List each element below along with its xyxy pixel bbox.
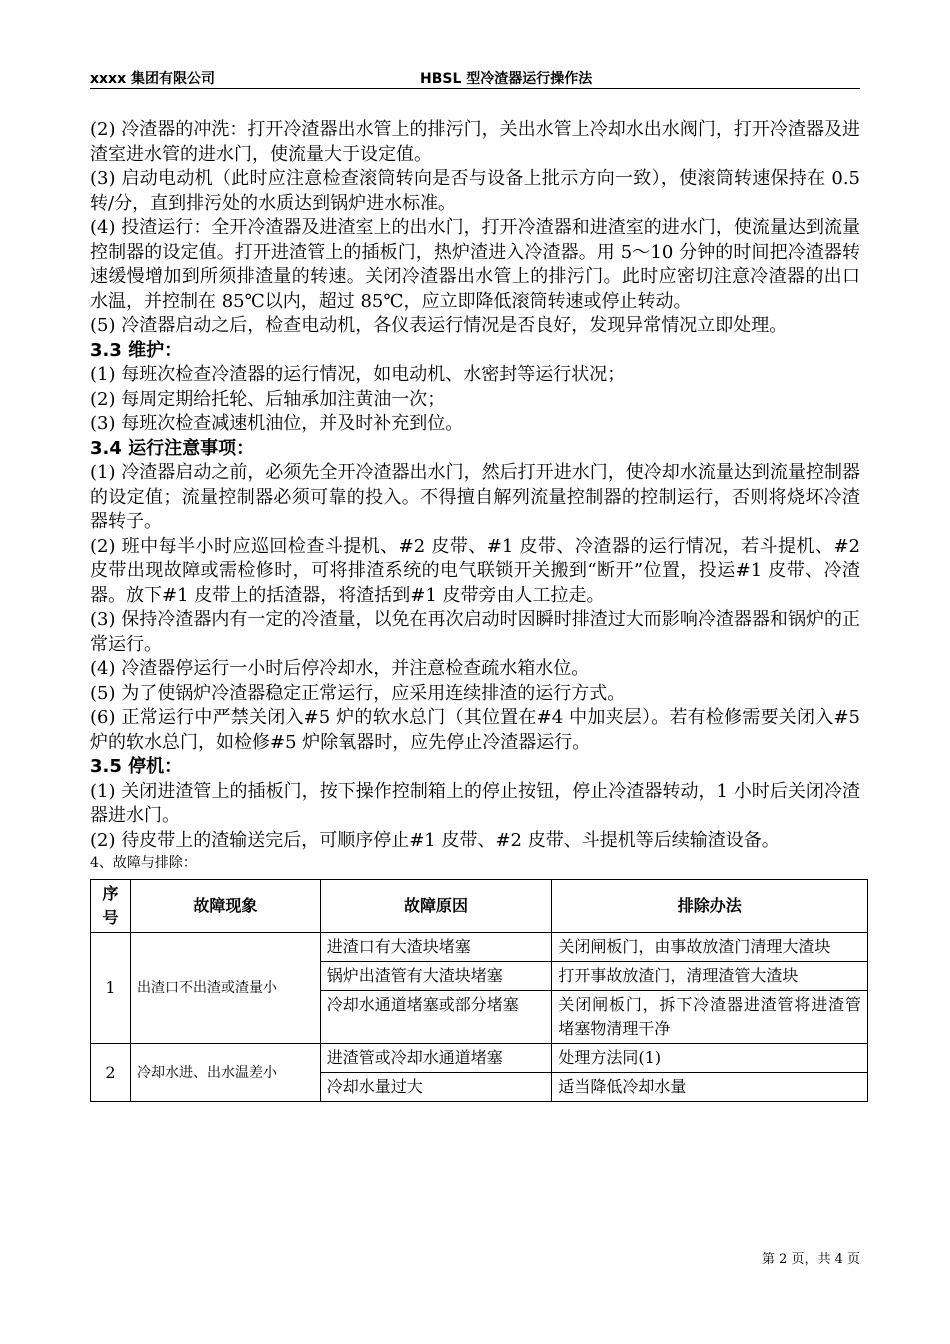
list-item: (2) 班中每半小时应巡回检查斗提机、#2 皮带、#1 皮带、冷渣器的运行情况，若斗提机、#2 皮带出现故障或需检修时，可将排渣系统的电气联锁开关搬到“断开”位置，投运#1 皮带、冷渣器。放下#1 皮带上的括渣器，将渣括到#1 皮带旁由人工拉走。 (90, 535, 860, 606)
fault-cause: 冷却水量过大 (320, 1073, 552, 1102)
fault-cause: 进渣口有大渣块堵塞 (320, 933, 552, 962)
table-header-row (91, 880, 868, 933)
col-header-cause: 故障原因 (320, 880, 552, 933)
col-header-no: 序号 (91, 880, 131, 933)
document-title: HBSL 型冷渣器运行操作法 (420, 71, 593, 87)
fault-remedy: 关闭闸板门，拆下冷渣器进渣管将进渣管堵塞物清理干净 (552, 991, 868, 1044)
paragraph: (5) 冷渣器启动之后，检查电动机，各仪表运行情况是否良好，发现异常情况立即处理。 (90, 315, 788, 336)
table-row (91, 933, 868, 962)
company-name: xxxx 集团有限公司 (90, 71, 215, 87)
list-item: (6) 正常运行中严禁关闭入#5 炉的软水总门（其位置在#4 中加夹层）。若有检修需要关闭入#5 炉的软水总门，如检修#5 炉除氧器时，应先停止冷渣器运行。 (90, 707, 860, 753)
section-heading-shutdown: 3.5 停机： (90, 756, 183, 777)
list-item: (4) 冷渣器停运行一小时后停冷却水，并注意检查疏水箱水位。 (90, 658, 590, 679)
fault-cause: 锅炉出渣管有大渣块堵塞 (320, 962, 552, 991)
list-item: (1) 冷渣器启动之前，必须先全开冷渣器出水门，然后打开进水门，使冷却水流量达到流量控制器的设定值；流量控制器必须可靠的投入。不得擅自解列流量控制器的控制运行，否则将烧坏冷渣器转子。 (90, 462, 860, 532)
paragraph: (4) 投渣运行：全开冷渣器及进渣室上的出水门，打开冷渣器和进渣室的进水门，使流量达到流量控制器的设定值。打开进渣管上的插板门，热炉渣进入冷渣器。用 5～10 分钟的时间把冷渣器转速缓慢增加到所须排渣量的转速。关闭冷渣器出水管上的排污门。此时应密切注意冷渣器的出口水温，并控制在 85℃以内，超过 85℃，应立即降低滚筒转速或停止转动。 (90, 217, 860, 312)
fault-remedy: 处理方法同(1) (552, 1044, 868, 1073)
list-item: (3) 每班次检查减速机油位，并及时补充到位。 (90, 413, 464, 434)
fault-number: 1 (91, 933, 131, 1044)
list-item: (1) 关闭进渣管上的插板门，按下操作控制箱上的停止按钮，停止冷渣器转动，1 小时后关闭冷渣器进水门。 (90, 780, 860, 826)
list-item: (5) 为了使锅炉冷渣器稳定正常运行，应采用连续排渣的运行方式。 (90, 682, 626, 704)
list-item: (2) 待皮带上的渣输送完后，可顺序停止#1 皮带、#2 皮带、斗提机等后续输渣设备。 (90, 829, 780, 851)
list-item: (2) 每周定期给托轮、后轴承加注黄油一次； (90, 388, 446, 410)
fault-cause: 冷却水通道堵塞或部分堵塞 (320, 991, 552, 1044)
col-header-remedy: 排除办法 (552, 880, 868, 933)
paragraph: (2) 冷渣器的冲洗：打开冷渣器出水管上的排污门，关出水管上冷却水出水阀门，打开冷渣器及进渣室进水管的进水门，使流量大于设定值。 (90, 119, 860, 165)
list-item: (3) 保持冷渣器内有一定的冷渣量，以免在再次启动时因瞬时排渣过大而影响冷渣器器和锅炉的正常运行。 (90, 609, 860, 655)
page-footer: 第 2 页，共 4 页 (761, 1252, 860, 1267)
paragraph: (3) 启动电动机（此时应注意检查滚筒转向是否与设备上批示方向一致），使滚筒转速保持在 0.5 转/分，直到排污处的水质达到锅炉进水标准。 (90, 168, 860, 214)
col-header-phenomenon: 故障现象 (130, 880, 320, 933)
section-heading-faults: 4、故障与排除： (90, 855, 197, 871)
fault-phenomenon: 冷却水进、出水温差小 (130, 1044, 320, 1102)
section-heading-precautions: 3.4 运行注意事项： (90, 437, 255, 459)
fault-remedy: 关闭闸板门，由事故放渣门清理大渣块 (552, 933, 868, 962)
document-body (90, 118, 860, 1102)
fault-remedy: 适当降低冷却水量 (552, 1073, 868, 1102)
fault-remedy: 打开事故放渣门，清理渣管大渣块 (552, 962, 868, 991)
list-item: (1) 每班次检查冷渣器的运行情况，如电动机、水密封等运行状况； (90, 364, 626, 385)
page-header (90, 66, 860, 89)
fault-cause: 进渣管或冷却水通道堵塞 (320, 1044, 552, 1073)
fault-number: 2 (91, 1044, 131, 1102)
table-row (91, 1044, 868, 1073)
section-heading-maintenance: 3.3 维护： (90, 339, 183, 361)
fault-table (90, 879, 868, 1102)
fault-phenomenon: 出渣口不出渣或渣量小 (130, 933, 320, 1044)
